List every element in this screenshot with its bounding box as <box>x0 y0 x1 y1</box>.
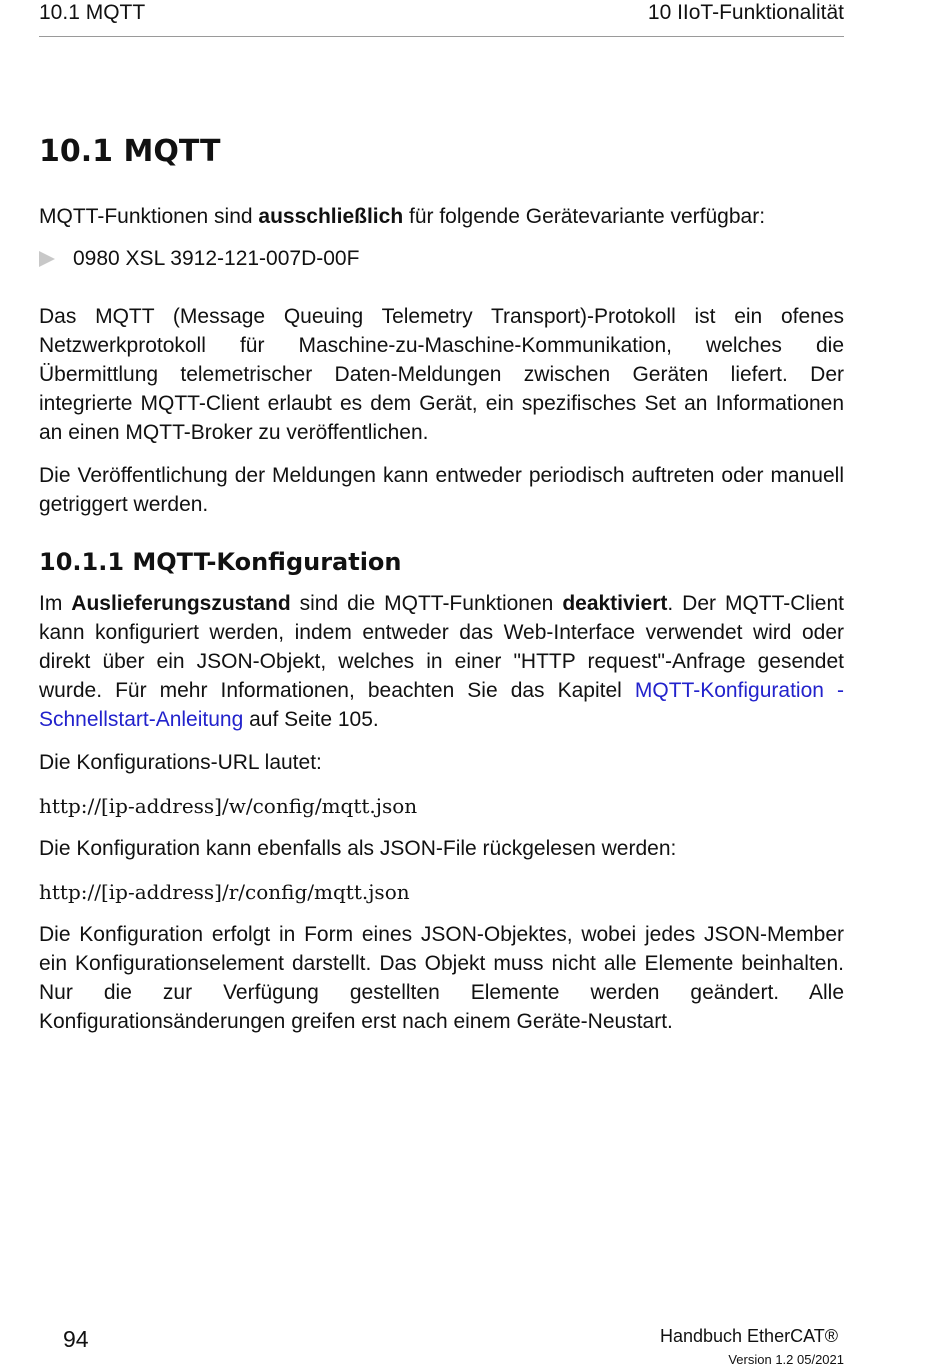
mqtt-description: Das MQTT (Message Queuing Telemetry Transport)-Protokoll ist ein ofenes Netzwerkprotokoll für Maschine-zu-Maschine-Kommunikation, welches die Übermittlung telemetrischer Daten-Meldungen zwischen Geräten liefert. Der integrierte MQTT-Client erlaubt es dem Gerät, ein spezifisches Set an Informationen an einen MQTT-Broker zu veröffentlichen. <box>39 305 844 444</box>
intro-text: MQTT-Funktionen sind <box>39 205 259 228</box>
intro-text-end: für folgende Gerätevariante verfügbar: <box>403 205 766 228</box>
config-text-c: . Der MQTT-Client kann konfiguriert werden, indem entweder das Web-Interface verwendet wird oder direkt über ein JSON-Objekt, welches in einer "HTTP request"-Anfrage gesendet wurde. Für mehr Informationen, beachten Sie das Kapitel <box>39 592 844 702</box>
variant-list-item <box>39 244 844 273</box>
read-url: http://[ip-address]/r/config/mqtt.json <box>39 880 410 904</box>
intro-paragraph <box>39 202 844 231</box>
config-paragraph <box>39 589 844 734</box>
header-section: 10.1 MQTT <box>39 1 146 24</box>
readback-label: Die Konfiguration kann ebenfalls als JSON-File rückgelesen werden: <box>39 837 677 860</box>
config-text-b: sind die MQTT-Funktionen <box>290 592 563 615</box>
manual-version: Version 1.2 05/2021 <box>728 1352 844 1367</box>
write-url: http://[ip-address]/w/config/mqtt.json <box>39 794 418 818</box>
json-config-paragraph: Die Konfiguration erfolgt in Form eines JSON-Objektes, wobei jedes JSON-Member ein Konfigurationselement darstellt. Das Objekt muss nicht alle Elemente beinhalten. Nur die zur Verfügung gestellten Elemente werden geändert. Alle Konfigurationsänderungen greifen erst nach einem Geräte-Neustart. <box>39 923 844 1033</box>
config-text-d: auf Seite 105. <box>243 708 379 731</box>
publication-description: Die Veröffentlichung der Meldungen kann entweder periodisch auftreten oder manuell getriggert werden. <box>39 464 844 516</box>
page-header <box>39 0 844 37</box>
bullet-triangle-icon <box>39 251 55 267</box>
config-bold-disabled: deaktiviert <box>562 592 668 615</box>
page-content <box>39 134 844 1036</box>
header-chapter: 10 IIoT-Funktionalität <box>647 1 844 24</box>
subsection-title: 10.1.1 MQTT-Konfiguration <box>39 548 402 576</box>
manual-title: Handbuch EtherCAT® <box>659 1326 838 1346</box>
intro-bold: ausschließlich <box>258 205 404 228</box>
config-text-a: Im <box>39 592 72 615</box>
url-label: Die Konfigurations-URL lautet: <box>39 751 322 774</box>
section-title: 10.1 MQTT <box>39 134 221 169</box>
page-number: 94 <box>63 1326 89 1352</box>
variant-text: 0980 XSL 3912-121-007D-00F <box>73 247 360 270</box>
config-bold-delivery: Auslieferungszustand <box>71 592 291 615</box>
quickstart-link[interactable]: MQTT-Konfiguration - Schnellstart-Anleitung <box>39 679 844 731</box>
